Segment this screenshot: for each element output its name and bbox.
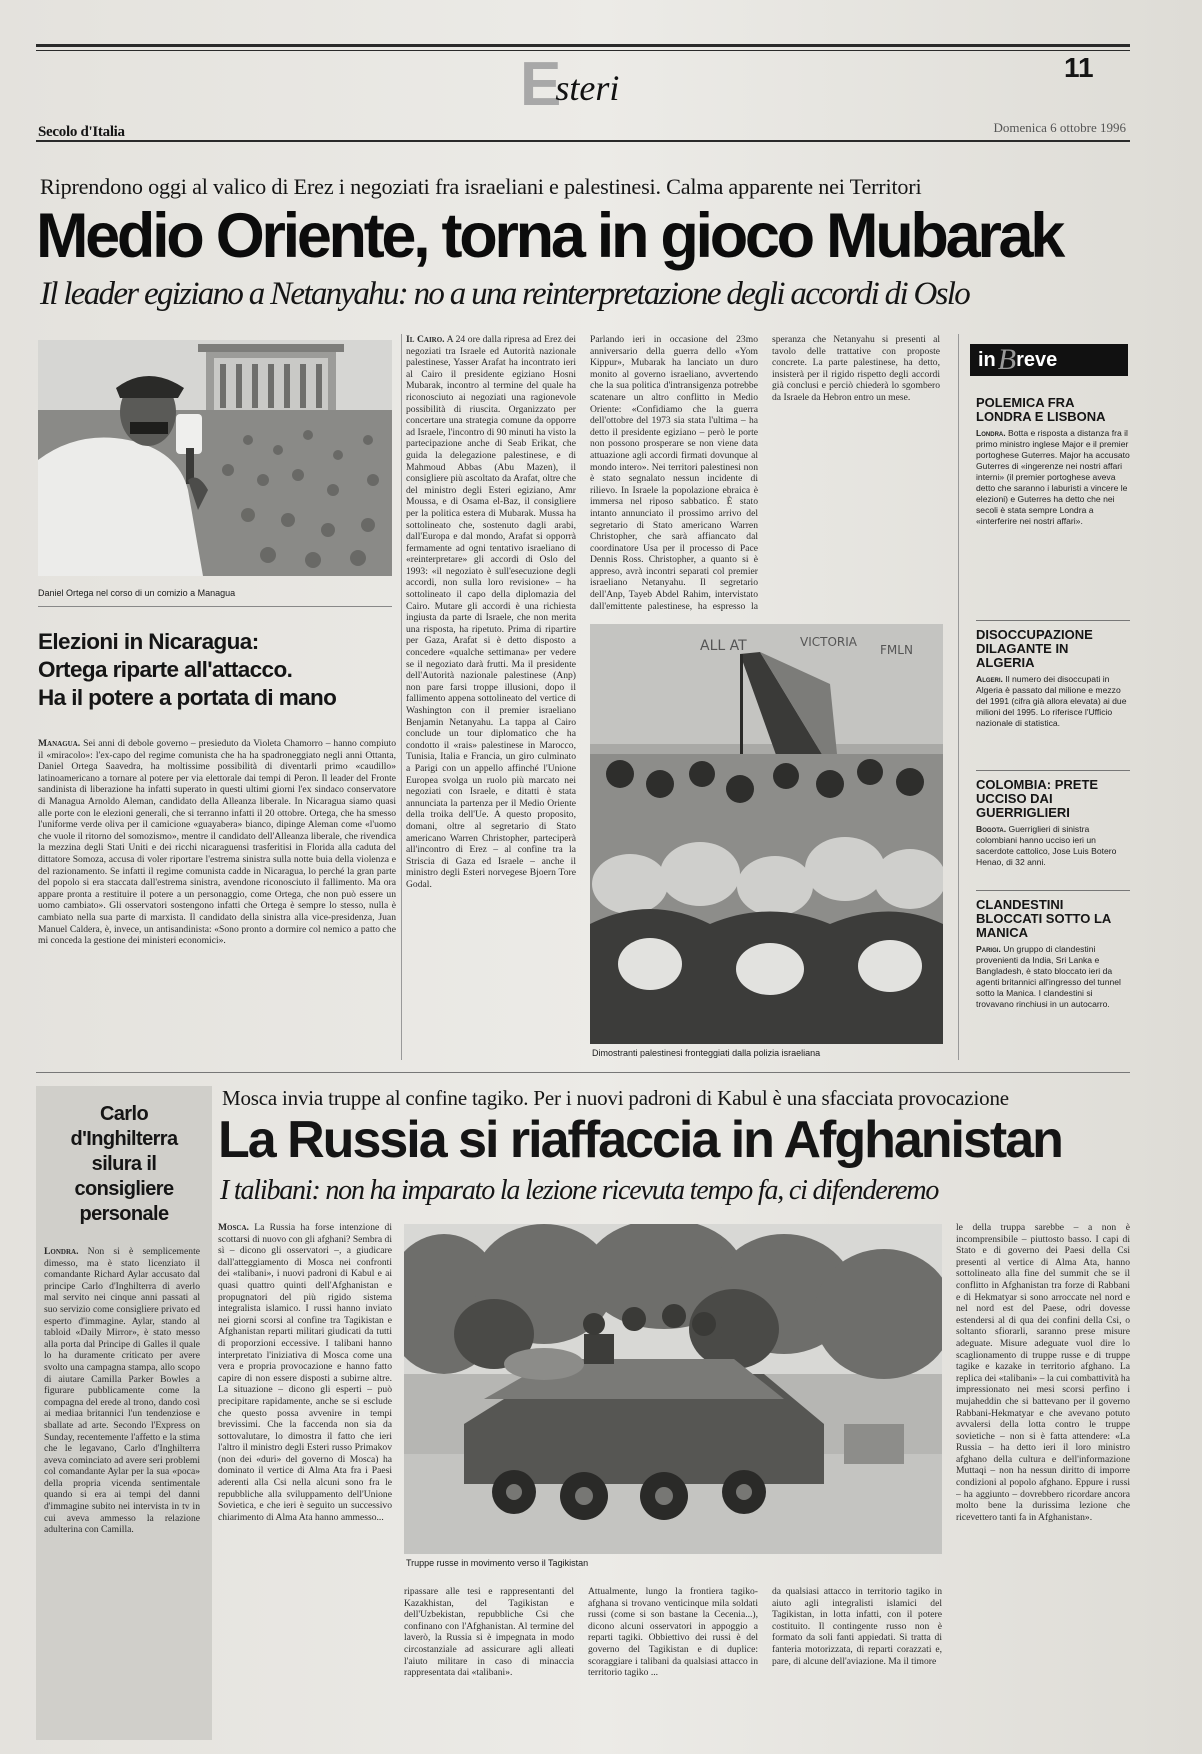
story1-column-2-text: Parlando ieri in occasione del 23mo anniversario della guerra dello «Yom Kippur», Mubarak ha lanciato un duro monito al governo israeliano, avvertendo che la sua politica d'intransigenza potrebbe scatenare un altro conflitto in Medio Oriente: «Confidiamo che la guerra dell'ottobre del 1973 sia stata l'ultima – ha detto il presidente egiziano – però le porte non possono prosperare se non viene data attuazione agli accordi firmati dovunque al mondo intero». Nei territori palestinesi non è stato segnalato nessun incidente di rilievo. In Israele la popolazione ebraica è immersa nel riposo sabbatico. È stato intanto annunciato il prossimo arrivo del segretario di Stato americano Warren Christopher, che sarà affiancato dal coordinatore Usa per il processo di Pace Dennis Ross. Christopher, a quanto si è appreso, avrà incontri separati col premier israeliano Netanyahu. Il segretario dell'Anp, Tayeb Abdel Rahim, intervistato dall'emittente palestinese, ha espresso la speranza che Netanyahu si presenti al tavolo delle trattative con proposte concrete. La parte palestinese, ha detto, insisterà per il rigido rispetto degli accordi già conclusi e perciò chiederà lo sgombero da Israele da Hebron entro un mese.	[590, 334, 940, 612]
demonstrators-photo-caption: Dimostranti palestinesi fronteggiati dalla polizia israeliana	[592, 1048, 821, 1058]
brief-lead: Algeri.	[976, 674, 1003, 684]
paper-name: Secolo d'Italia	[38, 124, 125, 140]
brief-rule	[976, 770, 1130, 771]
brief-text	[976, 944, 1130, 1010]
brief-title: POLEMICA FRA LONDRA E LISBONA	[976, 395, 1106, 424]
brief-body: Un gruppo di clandestini provenienti da India, Sri Lanka e Bangladesh, è stato bloccato ieri da agenti britannici all'ingresso del tunnel sotto la Manica. I clandestini si trovavano rinchiusi in un autocarro.	[976, 944, 1121, 1009]
carlo-box	[36, 1086, 212, 1740]
brief-body: Botta e risposta a distanza fra il primo ministro inglese Major e il premier portoghese Guterres. Major ha accusato Guterres di «ingerenze nei nostri affari interni» (il premier portoghese aveva detto che saranno i laburisti a vincere le elezioni) e Guterres ha detto che nei secoli è stata sempre Londra a «interferire nei nostri affari».	[976, 428, 1130, 526]
brief-body: Il numero dei disoccupati in Algeria è passato dal milione e mezzo del 1991 (cifra già allora elevata) ai due milioni del 1995. Lo riferisce l'Ufficio nazionale di statistica.	[976, 674, 1127, 728]
ortega-photo-caption: Daniel Ortega nel corso di un comizio a Managua	[38, 588, 236, 598]
brief-title: CLANDESTINI BLOCCATI SOTTO LA MANICA	[976, 897, 1111, 940]
masthead-rule	[36, 140, 1130, 142]
story2-column-2	[404, 1586, 574, 1740]
story1-kicker: Riprendono oggi al valico di Erez i negoziati fra israeliani e palestinesi. Calma apparente nei Territori	[40, 174, 922, 199]
crowd-sign: VICTORIA	[800, 635, 857, 649]
story1-headline: Medio Oriente, torna in gioco Mubarak	[36, 201, 1063, 271]
story2-column-2-text: ripassare alle tesi e rappresentanti del Kazakhistan, del Tagikistan e dell'Uzbekistan, repubbliche Csi che confinano con l'Afghanistan. Al termine del laverò, la Russia si è impegnata in modo circostanziale ad assicurare agli alleati l'aiuto militare in caso di minaccia rappresentata dai «talibani».	[404, 1586, 574, 1679]
story2-column-5	[956, 1222, 1130, 1740]
story2-dateline: Mosca.	[218, 1222, 249, 1233]
nicaragua-headline-line: Ha il potere a portata di mano	[38, 685, 337, 710]
carlo-body	[44, 1246, 200, 1732]
story2-headline: La Russia si riaffaccia in Afghanistan	[218, 1111, 1062, 1169]
column-divider	[401, 334, 402, 1060]
caption-rule	[38, 606, 392, 607]
brief-item	[976, 396, 1130, 527]
in-breve-header	[970, 344, 1128, 376]
top-rule	[36, 44, 1130, 47]
story2-column-4-text: da qualsiasi attacco in territorio tagiko in aiuto agli integralisti islamici del Tagikistan, in lotta infatti, con il potere costituito. Il contingente russo non è formato da soli fanti appiedati. Si tratta di fanteria motorizzata, di reparti corazzati e, pare, di alcune dell'aviazione. Ma il timore	[772, 1586, 942, 1667]
brief-item	[976, 628, 1130, 729]
ortega-photo	[38, 340, 392, 576]
section-rest: steri	[555, 68, 620, 108]
brief-lead: Bogota.	[976, 824, 1007, 834]
story1-column-1	[406, 334, 576, 1060]
nicaragua-body	[38, 738, 396, 1060]
brief-body: Guerriglieri di sinistra colombiani hanno ucciso ieri un sacerdote cattolico, Jose Luis Botero Henao, di 32 anni.	[976, 824, 1117, 867]
crowd-sign: FMLN	[880, 643, 913, 657]
brief-lead: Londra.	[976, 428, 1006, 438]
brief-lead: Parigi.	[976, 944, 1001, 954]
story2-column-1-text: La Russia ha forse intenzione di scottarsi di nuovo con gli afghani? Sembra di sì – dicono gli osservatori –, a giudicare dall'atteggiamento di Mosca nei confronti dei «talibani», i nuovi padroni di Kabul e ai quasi quattro quinti dell'Afghanistan e propugnatori del più rigido sistema integralista islamico. I russi hanno inviato nei giorni scorsi al confine tra Tagikistan e Afghanistan reparti militari giudicati da tutti di proporzioni eccessive. I talibani hanno interpretato l'iniziativa di Mosca come una vera e propria provocazione e hanno fatto capire di non essere disposti a subirne altre. La situazione – dicono gli esperti – può precipitare rapidamente, anche se si esclude che questo possa avvenire in tempi brevissimi. Che la faccenda non sia da sottovalutare, lo dimostra il fatto che ieri l'altro il ministro degli Esteri russo Primakov (non dei «duri» del governo di Mosca) ha dominato il vertice di Alma Ata fra i Paesi aderenti alla Csi nella alcuni sono fra le repubbliche alla sviluppamento dell'Unione Sovietica, e che ieri è seguito un successivo chiarimento di Alma Ata hanno ammesso...	[218, 1222, 392, 1523]
story2-column-5-text: le della truppa sarebbe – a non è incomprensibile – piuttosto basso. I capi di Stato e di governo dei Paesi della Csi presenti al vertice di Alma Ata, hanno sottolineato alla fine del summit che se il conflitto in Afghanistan tra forze di Rabbani e di Hekmatyar si sono arroccate nel nord e nel nord est del Paese, odri dovesse estendersi al di qua dei confini della Csi, o soltanto sfiorarli, saranno prese misure adeguate. Misure adeguate vuol dire lo scaglionamento di truppe russe e di truppe tagike e kazake in territorio afghano. La replica dei «talibani» – la cui combattività ha impressionato nei mesi scorsi perfino i mujaheddin che si battevano per il governo Rabbani-Hekmatyar e che avevano potuto avvalersi della lotta contro le truppe sovietiche – non si è fatta attendere: «La Russia – ha detto ieri il loro ministro afghano della cultura e dell'informazione Muttaqi – non ha nessun diritto di imporre condizioni al popolo afghano. Eppure i russi – ha aggiunto – dovrebbero ricordare ancora molto bene la durissima lezione che ricevettero tanti fa in Afghanistan».	[956, 1222, 1130, 1523]
brief-title: COLOMBIA: PRETE UCCISO DAI GUERRIGLIERI	[976, 777, 1099, 820]
in-breve-label-rest: reve	[1016, 348, 1058, 371]
sidebar-divider	[958, 334, 959, 1060]
nicaragua-headline-line: Elezioni in Nicaragua:	[38, 629, 259, 654]
in-breve-label-b: B	[997, 343, 1017, 376]
brief-rule	[976, 890, 1130, 891]
crowd-sign: ALL AT	[700, 638, 747, 654]
carlo-dateline: Londra.	[44, 1246, 79, 1257]
story2-column-3	[588, 1586, 758, 1740]
section-divider	[36, 1072, 1130, 1073]
troops-photo-caption: Truppe russe in movimento verso il Tagikistan	[406, 1558, 589, 1568]
story1-dateline: Il Cairo.	[406, 334, 445, 345]
carlo-headline: Carlo d'Inghilterra silura il consigliere personale	[70, 1103, 178, 1225]
nicaragua-body-text: Sei anni di debole governo – presieduto da Violeta Chamorro – hanno compiuto il «miracolo»: l'ex-capo del regime comunista che ha ha spadroneggiato negli anni Ottanta, Daniel Ortega Saavedra, ha moltissime possibilità di diventarli primo «caudillo» latinoamericano a tornare al potere per via elettorale dai tempi di Peron. Il leader del Fronte sandinista di liberazione ha infatti superato in questi ultimi giorni l'ex sindaco conservatore di Managua Arnoldo Aleman, candidato della Alleanza liberale. In Nicaragua siamo quasi alle porte con le elezioni generali, che si terranno infatti il 20 ottobre. Ortega, che ha smesso l'uniforme verde oliva per il camicione «guayabera» bianco, dipinge Aleman come «l'uomo che vuole il ritorno del somozismo», mentre il candidato dell'Alleanza liberale, che rivendica la mezzina degli Stati Uniti e dei ricchi nicaraguensi trasferitisi in Florida alla caduta del dittatore Somoza, accusa di voler riportare l'estrema sinistra sulla notte buia della violenza e del razionamento. Se infatti il regime comunista cadde in Nicaragua, lo perché la gran parte del popolo si era staccata dall'estrema sinistra, avendone riconosciuto il fallimento. Ma ora appare pronta a restituire il potere a un personaggio, come Ortega, che non può essere un uomo cambiato». Gli osservatori sostengono infatti che Ortega è sempre lo stesso, nulla è cambiato nella sua parte di marxista. Il candidato della sinistra alla vice-presidenza, Juan Manuel Caldera, è, invece, un antisandinista: «Sono pronto a dormire col nemico a patto che mi conceda la gestione dei ministeri economici».	[38, 738, 396, 947]
brief-title: DISOCCUPAZIONE DILAGANTE IN ALGERIA	[976, 627, 1093, 670]
brief-item	[976, 898, 1130, 1010]
story2-subhead: I talibani: non ha imparato la lezione ricevuta tempo fa, ci difenderemo	[220, 1175, 939, 1206]
story1-column-1-text: A 24 ore dalla ripresa ad Erez dei negoziati tra Israele ed Autorità nazionale palestinese, Yasser Arafat ha incontrato ieri al Cairo il presidente egiziano Hosni Mubarak, incontro al termine del quale ha riconosciuto ai negoziati una ragionevole possibilità di riuscita. Organizzato per concertare una strategia comune da opporre ad Israele, l'incontro di 90 minuti ha visto la partecipazione anche di Seab Erikat, che guida la delegazione palestinese, e di Mahmoud Abbas (Abu Mazen), il consigliere più ascoltato da Arafat, oltre che del ministro degli Esteri egiziano, Amr Moussa, e di Osama el-Baz, il consigliere per la politica estera di Mubarak. Mussa ha sottolineato che, sostenuto dagli arabi, dall'Europa e dal mondo, Arafat si opporrà fermamente ad ogni tentativo israeliano di «reinterpretare» gli accordi di Oslo del 1993: «il negoziato è sull'esecuzione degli accordi, non sulla loro revisione» – ha sottolineato il capo della diplomazia del Cairo. Mutare gli accordi è una richiesta ingiusta da parte di Israele, che non merita una risposta, ha ripetuto. Prima di ripartire per Gaza, Arafat si è detto disposto a concedere «qualche settimana» per vedere se il negoziato darà frutti. Ma il presidente dell'Autorità nazionale palestinese (Anp) non pare farsi troppe illusioni, dopo il fallimento appena sottolineato del vertice di Washington con il premier israeliano Benjamin Netanyahu. La tappa al Cairo conclude un tour diplomatico che ha condotto il «rais» palestinese in Marocco, Tunisia, Italia e Francia, un giro culminato a Parigi con un appello affinché l'Unione Europea svolga un ruolo più marcato nei negoziati con Israele, e ditatti è stata annunciata la partenza per il Medio Oriente della troika dell'Ue. A questo proposito, domani, oltre al segretario di Stato americano Warren Christopher, parteciperà all'incontro di Erez – al confine tra la Striscia di Gaza ed Israele – anche il ministro degli Esteri norvegese Bjoern Tore Godal.	[406, 334, 576, 890]
story2-column-3-text: Attualmente, lungo la frontiera tagiko-afghana si trovano venticinque mila soldati russi (come si son bastane la Cecenia...), dicono alcuni osservatori in appoggio a reparti tagiki. Obbiettivo dei russi è del governo del Tagikistan e di duplice: scoraggiare i talibani da qualsiasi attacco in territorio tagiko ...	[588, 1586, 758, 1679]
brief-text	[976, 824, 1130, 868]
in-breve-label-in: in	[978, 348, 996, 371]
nicaragua-headline-line: Ortega riparte all'attacco.	[38, 657, 293, 682]
brief-rule	[976, 620, 1130, 621]
story2-column-4	[772, 1586, 942, 1740]
troops-photo	[404, 1224, 942, 1554]
story1-column-2	[590, 334, 940, 614]
brief-item	[976, 778, 1130, 868]
issue-date: Domenica 6 ottobre 1996	[993, 120, 1126, 135]
demonstrators-photo	[590, 624, 943, 1044]
nicaragua-dateline: Managua.	[38, 738, 81, 749]
carlo-body-text: Non si è semplicemente dimesso, ma è stato licenziato il comandante Richard Aylar accusato dal principe Carlo d'Inghilterra di averlo mal servito nei cinque anni passati al suo servizio come consigliere privato ed esperto d'immagine. Aylar, stando al tabloid «Daily Mirror», è stato messo alla porta dal Principe di Galles il quale lo ha duramente criticato per avere svolto una campagna stampa, allo scopo di aiutare Camilla Parker Bowles a figurare pubblicamente come la compagna del erede al trono, dando così ai mediaa britannici l'un tendenziose e sballate ad arte. Secondo l'Express on Sunday, recentemente l'affetto e la stima che le legavano, Carlo d'Inghilterra aveva cominciato ad avere seri problemi col comandante Aylar per la sua «poca» della propria vicenda sentimentale quando si era ai tempi del danni d'immagine subito nei intervista in tv in cui aveva ammesso la relazione adulterina con Camilla.	[44, 1246, 200, 1536]
story1-subhead: Il leader egiziano a Netanyahu: no a una reinterpretazione degli accordi di Oslo	[40, 276, 970, 312]
story2-kicker: Mosca invia truppe al confine tagiko. Per i nuovi padroni di Kabul è una sfacciata provocazione	[222, 1086, 1009, 1110]
section-title	[520, 50, 620, 119]
brief-text	[976, 674, 1130, 729]
page-number: 11	[1064, 52, 1094, 83]
nicaragua-headline	[38, 628, 398, 712]
section-initial: E	[520, 50, 562, 119]
story2-column-1	[218, 1222, 392, 1740]
brief-text	[976, 428, 1130, 527]
